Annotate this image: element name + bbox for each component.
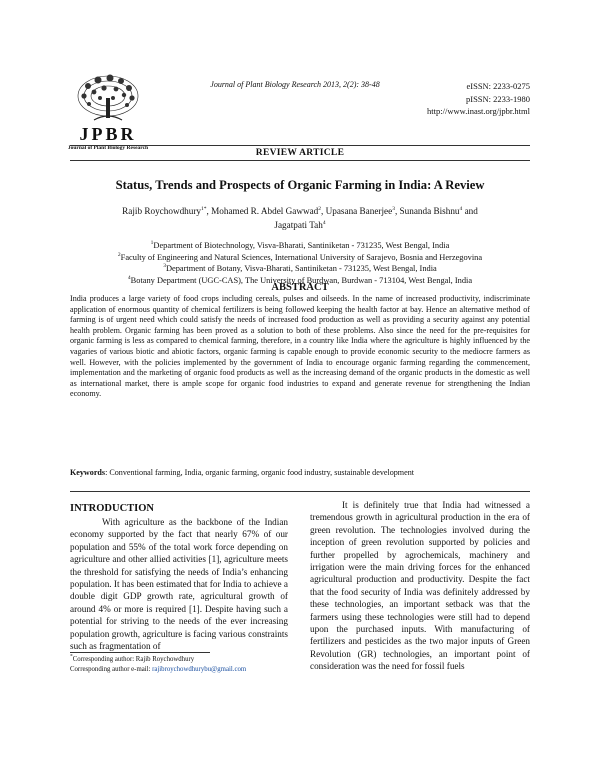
author-separator: ,: [206, 206, 212, 216]
affiliation-sup: 2: [117, 251, 121, 258]
affiliation-sup: 1: [150, 240, 154, 247]
logo-acronym: JPBR: [79, 124, 137, 144]
author-sup: 2: [318, 205, 322, 212]
journal-citation: Journal of Plant Biology Research 2013, 2(2): 38-48: [210, 80, 380, 89]
header-rule-bottom: [70, 160, 530, 161]
tree-logo-icon: [58, 68, 158, 128]
footnote-author: [70, 655, 300, 665]
affiliation-text: Faculty of Engineering and Natural Sciences, International University of Sarajevo, Bosnia and Herzegovina: [120, 252, 483, 262]
footnote-email: [70, 665, 300, 675]
author-separator: ,: [394, 206, 400, 216]
author-list: [82, 204, 518, 232]
article-title: Status, Trends and Prospects of Organic Farming in India: A Review: [115, 178, 485, 192]
issn-block: [427, 80, 530, 118]
abstract-text: India produces a large variety of food crops including cereals, pulses and oilseeds. In the name of increased productivity, indiscriminate application of enormous quantity of chemical fertilizers is being followed keeping the health factor at bay. Hence an alternative method of farming is of urgent need which could satisfy the needs of increased food production as well as providing a security against any potential health problem. Organic farming has been proved as a solution to both of these problems. Also since the need for the pre-requisites for organic farming is less as compared to chemical farming, therefore, in a country like India where the agriculture is highly influenced by the vagaries of various biotic and abiotic factors, organic farming is capable enough to provide economic security to the mediocre farmers as well. However, with the policies implemented by the government of India to encourage organic farming regarding the commencement, implementation and the marketing of organic food products as well as the increasing demand of the organic products in the domestic as well as international market, there is ample scope for organic food industries to expand and generate revenue for strengthening the Indian economy.: [70, 294, 530, 399]
affiliation: [70, 240, 530, 252]
affiliation: [70, 252, 530, 264]
logo-subtitle: Journal of Plant Biology Research: [67, 145, 149, 151]
footnote: [70, 655, 300, 675]
author-name: Rajib Roychowdhury: [122, 206, 202, 216]
footnote-star: *: [70, 653, 73, 660]
author-sup: 3: [392, 205, 395, 212]
eissn: eISSN: 2233-0275: [466, 81, 530, 91]
affiliation-sup: 3: [163, 263, 166, 270]
affiliation-sup: 4: [127, 274, 131, 281]
introduction-heading: INTRODUCTION: [70, 503, 155, 514]
author-name: Upasana Banerjee: [325, 206, 393, 216]
author-name: Jagatpati Tah: [274, 220, 323, 230]
author-name: Mohamed R. Abdel Gawwad: [211, 206, 319, 216]
affiliation-text: Botany Department (UGC-CAS), The University of Burdwan, Burdwan - 713104, West Bengal, India: [130, 275, 473, 285]
email-link[interactable]: rajibroychowdhurybu@gmail.com: [152, 666, 247, 673]
journal-url[interactable]: http://www.inast.org/jpbr.html: [427, 106, 530, 116]
footnote-author-text: Corresponding author: Rajib Roychowdhury: [72, 656, 195, 663]
keywords-text: : Conventional farming, India, organic farming, organic food industry, sustainable development: [105, 468, 414, 477]
pissn: pISSN: 2233-1980: [466, 93, 530, 104]
introduction-column-right: It is definitely true that India had witnessed a tremendous growth in agricultural production in the era of green revolution. The technologies involved during the inception of green revolution supported by policies and further propelled by agrochemicals, machinery and irrigation were the main driving forces for the enhanced agricultural production and productivity. Despite the fact that the food security of India was definitely addressed by these technologies, an important setback was that the farmers using these technologies were still had to depend upon the purchased inputs. With manufacturing of fertilizers and pesticides as the two major inputs of Green Revolution (GR) technologies, an important point of consideration was the need for fossil fuels: [310, 500, 530, 672]
section-rule: [70, 491, 530, 492]
author-conjunction: and: [462, 206, 478, 216]
header-rule-top: [70, 145, 530, 146]
abstract-heading: ABSTRACT: [271, 282, 329, 293]
affiliation-text: Department of Biotechnology, Visva-Bharati, Santiniketan - 731235, West Bengal, India: [153, 241, 450, 250]
affiliation-list: [70, 240, 530, 286]
affiliation: [70, 263, 530, 275]
footnote-email-label: Corresponding author e-mail:: [70, 666, 153, 673]
author-sup: 4: [459, 205, 463, 212]
keywords-label: Keywords: [70, 468, 106, 477]
article-type: REVIEW ARTICLE: [255, 148, 345, 158]
author-sup: 1*: [201, 205, 207, 212]
affiliation-text: Department of Botany, Visva-Bharati, Santiniketan - 731235, West Bengal, India: [165, 264, 437, 273]
journal-logo: [58, 68, 158, 160]
keywords: [70, 468, 530, 477]
introduction-column-left: With agriculture as the backbone of the Indian economy supported by the fact that nearly 67% of our population and 55% of the total work force depending on agriculture and other allied activities [1], agriculture meets the threshold for satisfying the needs of India’s enhancing population. It has been estimated that for India to achieve a double digit GDP growth rate, agricultural growth of around 4% or more is required [1]. Despite having such a potential for striving to the needs of the ever increasing population growth, agriculture is facing various constraints such as fragmentation of: [70, 517, 288, 652]
author-name: Sunanda Bishnu: [399, 206, 460, 216]
author-sup: 4: [322, 219, 326, 226]
author-separator: ,: [321, 206, 326, 216]
footnote-rule: [70, 652, 210, 653]
